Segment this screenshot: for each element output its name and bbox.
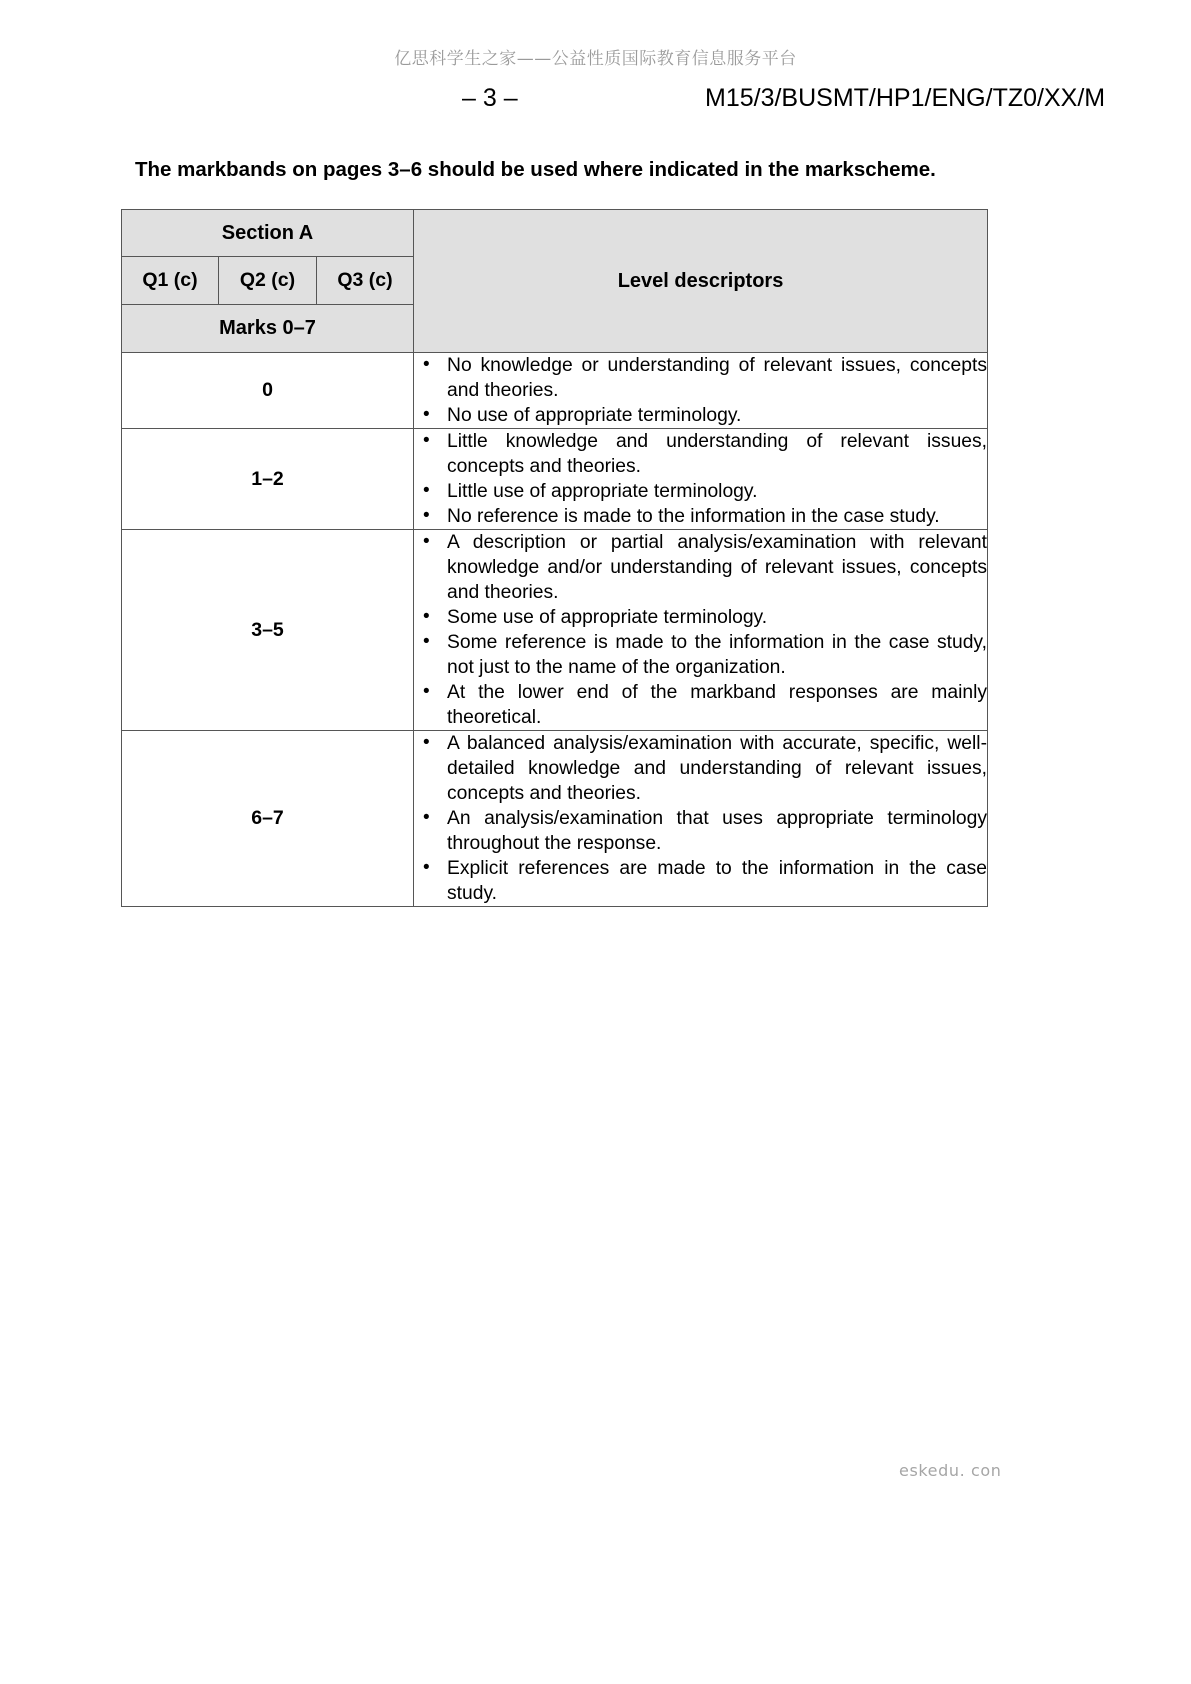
bullet-text: • Little use of appropriate terminology. (447, 481, 758, 502)
table-row (122, 731, 988, 907)
descriptor-bullet-list (414, 353, 987, 428)
marks-range-header: Marks 0–7 (122, 305, 414, 353)
list-item (414, 680, 987, 730)
list-item (414, 479, 987, 504)
table-row (122, 530, 988, 731)
descriptor-bullet-list (414, 530, 987, 730)
paper-code: M15/3/BUSMT/HP1/ENG/TZ0/XX/M (705, 84, 1106, 112)
instruction-text: The markbands on pages 3–6 should be used where indicated in the markscheme. (135, 158, 936, 181)
level-descriptor-cell (414, 530, 988, 731)
list-item (414, 856, 987, 906)
descriptor-bullet-list (414, 429, 987, 529)
bullet-text: • A balanced analysis/examination with accurate, specific, well-detailed knowledge and understanding of relevant issues, concepts and theories. (447, 733, 988, 804)
list-item (414, 605, 987, 630)
level-descriptor-cell (414, 429, 988, 530)
list-item (414, 630, 987, 680)
bullet-text: • No reference is made to the information in the case study. (447, 506, 940, 527)
bullet-text: • Explicit references are made to the information in the case study. (447, 858, 988, 904)
bottom-watermark: eskedu. con (899, 1461, 1002, 1480)
list-item (414, 806, 987, 856)
top-banner-watermark: 亿思科学生之家——公益性质国际教育信息服务平台 (394, 49, 797, 69)
level-descriptors-header: Level descriptors (414, 210, 988, 353)
level-descriptor-cell (414, 353, 988, 429)
section-a-header: Section A (122, 210, 414, 257)
bullet-text: • At the lower end of the markband responses are mainly theoretical. (447, 682, 988, 728)
list-item (414, 504, 987, 529)
list-item (414, 530, 987, 605)
list-item (414, 731, 987, 806)
table-row (122, 429, 988, 530)
bullet-text: • Some use of appropriate terminology. (447, 607, 768, 628)
bullet-text: • No use of appropriate terminology. (447, 405, 742, 426)
running-header (0, 84, 1191, 118)
mark-value: 1–2 (122, 429, 414, 530)
question-header-q2c: Q2 (c) (219, 257, 317, 305)
bullet-text: • An analysis/examination that uses appropriate terminology throughout the response. (447, 808, 988, 854)
bullet-text: • No knowledge or understanding of relevant issues, concepts and theories. (447, 355, 988, 401)
page-number: – 3 – (462, 84, 518, 112)
mark-value: 6–7 (122, 731, 414, 907)
table-header-row-section (122, 210, 988, 257)
list-item (414, 429, 987, 479)
question-header-q3c: Q3 (c) (317, 257, 414, 305)
bullet-text: • Little knowledge and understanding of relevant issues, concepts and theories. (447, 431, 988, 477)
level-descriptor-cell (414, 731, 988, 907)
markband-table (121, 209, 988, 907)
list-item (414, 353, 987, 403)
descriptor-bullet-list (414, 731, 987, 906)
table-row (122, 353, 988, 429)
bullet-text: • Some reference is made to the information in the case study, not just to the name of the organization. (447, 632, 988, 678)
mark-value: 0 (122, 353, 414, 429)
question-header-q1c: Q1 (c) (122, 257, 219, 305)
list-item (414, 403, 987, 428)
mark-value: 3–5 (122, 530, 414, 731)
bullet-text: • A description or partial analysis/examination with relevant knowledge and/or understanding of relevant issues, concepts and theories. (447, 532, 988, 603)
